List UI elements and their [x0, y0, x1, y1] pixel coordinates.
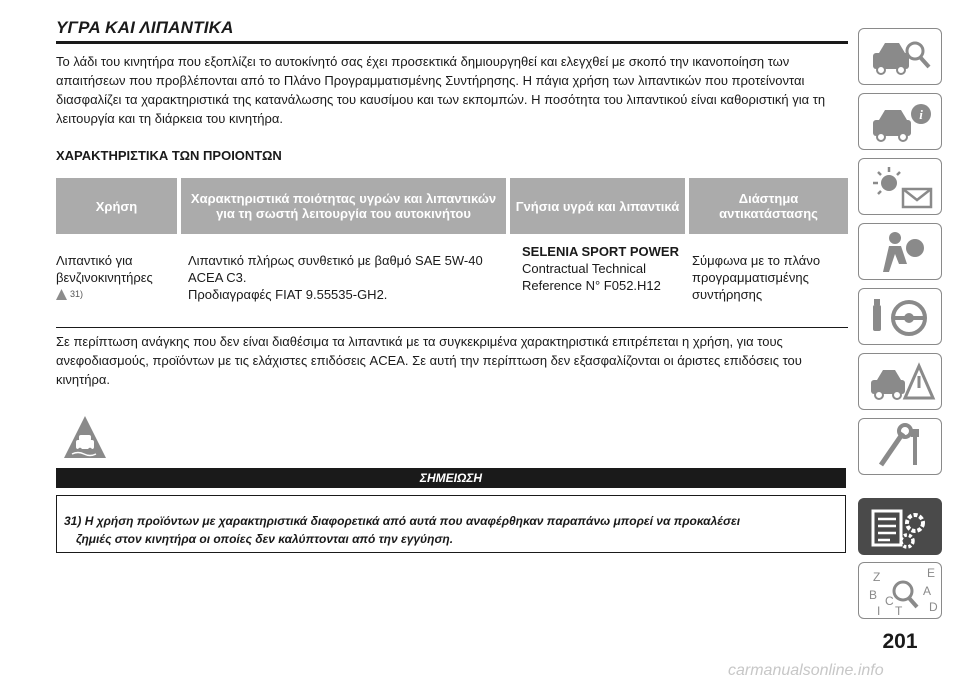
airbag-person-icon	[859, 224, 943, 281]
tab-alphabetical-index[interactable]	[858, 562, 942, 619]
warning-mini-icon	[56, 289, 67, 300]
tab-steering[interactable]	[858, 288, 942, 345]
index-letter: T	[895, 604, 903, 618]
index-letter: D	[929, 600, 938, 614]
quality-line-2: Προδιαγραφές FIAT 9.55535-GH2.	[188, 287, 388, 302]
index-letter: Z	[873, 570, 881, 584]
tab-airbag[interactable]	[858, 223, 942, 280]
header-interval: Διάστημα αντικατάστασης	[689, 178, 848, 234]
note-number: 31)	[64, 514, 82, 528]
svg-text:i: i	[919, 107, 923, 122]
tab-tools[interactable]	[858, 418, 942, 475]
table-bottom-rule	[56, 327, 848, 328]
header-quality: Χαρακτηριστικά ποιότητας υγρών και λιπαντικών για τη σωστή λειτουργία του αυτοκινήτου	[181, 178, 506, 234]
index-letter: A	[923, 584, 932, 598]
note-line-2: ζημιές στον κινητήρα οι οποίες δεν καλύπτονται από την εγγύηση.	[76, 532, 454, 546]
tab-tech-specs[interactable]	[858, 498, 942, 555]
cell-interval: Σύμφωνα με το πλάνο προγραμματισμένης συντήρησης	[692, 253, 821, 302]
index-letter: C	[885, 594, 894, 608]
car-info-icon	[859, 94, 943, 151]
cell-use-text: Λιπαντικό για βενζινοκινητήρες	[56, 253, 153, 285]
header-genuine-fluids: Γνήσια υγρά και λιπαντικά	[510, 178, 685, 234]
index-letter: E	[927, 566, 936, 580]
index-letter: I	[877, 604, 881, 618]
header-use: Χρήση	[56, 178, 177, 234]
title-rule	[56, 41, 848, 44]
warning-car-icon	[859, 354, 943, 411]
cell-quality	[188, 252, 508, 303]
tab-car-info[interactable]	[858, 93, 942, 150]
index-letter: B	[869, 588, 878, 602]
tech-specs-icon	[859, 499, 943, 556]
note-text	[64, 512, 834, 548]
tools-icon	[859, 419, 943, 476]
cell-use	[56, 252, 174, 304]
cell-genuine-product	[522, 243, 692, 294]
product-name: SELENIA SPORT POWER	[522, 244, 679, 259]
table-header-row	[56, 178, 848, 234]
lights-mail-icon	[859, 159, 943, 216]
car-search-icon	[859, 29, 943, 86]
steering-wheel-icon	[859, 289, 943, 346]
alphabetical-index-icon	[859, 563, 943, 620]
after-table-paragraph: Σε περίπτωση ανάγκης που δεν είναι διαθέσιμα τα λιπαντικά με τα συγκεκριμένα χαρακτηριστικά επιτρέπεται η χρήση, για τους ανεφοδιασμούς, προϊόντων με τις ελάχιστες επιδόσεις ACEA. Σε αυτή την περίπτωση δεν εξασφαλίζονται οι άριστες επιδόσεις του κινητήρα.	[56, 334, 802, 387]
note-line-1: Η χρήση προϊόντων με χαρακτηριστικά διαφορετικά από αυτά που αναφέρθηκαν παραπάνω μπορεί να προκαλέσει	[84, 514, 741, 528]
tab-lights-mail[interactable]	[858, 158, 942, 215]
note-reference-number: 31)	[70, 289, 84, 299]
page-title: ΥΓΡΑ ΚΑΙ ΛΙΠΑΝΤΙΚΑ	[56, 18, 234, 37]
section-heading: ΧΑΡΑΚΤΗΡΙΣΤΙΚΑ ΤΩΝ ΠΡΟΙΟΝΤΩΝ	[56, 148, 282, 163]
note-reference[interactable]	[56, 286, 83, 303]
page-number: 201	[882, 630, 918, 653]
watermark: carmanualsonline.info	[728, 662, 884, 679]
note-header: ΣΗΜΕΙΩΣΗ	[56, 468, 846, 488]
warning-car-icon	[62, 414, 108, 460]
intro-paragraph: Το λάδι του κινητήρα που εξοπλίζει το αυτοκίνητό σας έχει προσεκτικά δημιουργηθεί και ελεγχθεί με σκοπό την ικανοποίηση των απαιτήσεων που προβλέπονται από το Πλάνο Προγραμματισμένης Συντήρησης. Η πάγια χρήση των λιπαντικών που προτείνονται διασφαλίζει τα χαρακτηριστικά της κατανάλωσης του καυσίμου και των εκπομπών. Η ποσότητα του λιπαντικού είναι καθοριστική για τη λειτουργία και τη διάρκεια του κινητήρα.	[56, 54, 826, 126]
tab-warning-car[interactable]	[858, 353, 942, 410]
quality-line-1: Λιπαντικό πλήρως συνθετικό με βαθμό SAE 5W-40 ACEA C3.	[188, 253, 483, 285]
product-reference: Contractual Technical Reference N° F052.H12	[522, 261, 661, 293]
tab-car-search[interactable]	[858, 28, 942, 85]
